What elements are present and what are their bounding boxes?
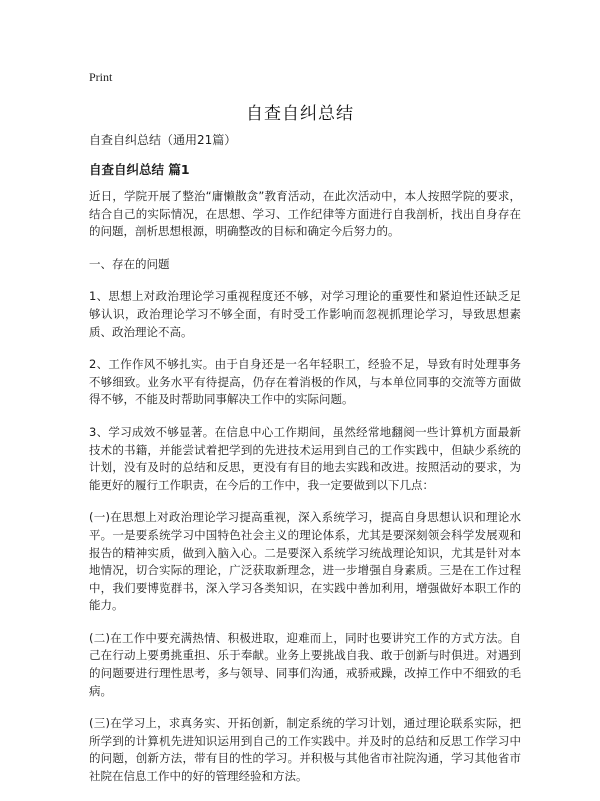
document-subtitle: 自查自纠总结（通用21篇） xyxy=(89,133,237,147)
paragraph-problem-2: 2、工作作风不够扎实。由于自身还是一名年轻职工，经验不足，导致有时处理事务不够细致。业务水平有待提高，仍存在着消极的作风，与本单位同事的交流等方面做得不够，不能及时帮助同事解决工作中的实际问题。 xyxy=(89,357,521,407)
paragraph-measure-3: (三)在学习上，求真务实、开拓创新，制定系统的学习计划，通过理论联系实际，把所学到的计算机先进知识运用到自己的工作实践中。并及时的总结和反思工作学习中的问题，创新方法，带有目的性的学习。并积极与其他省市社院沟通，学习其他省市社院在信息工作中的好的管理经验和方法。 xyxy=(89,716,521,784)
section-heading: 自查自纠总结 篇1 xyxy=(89,162,190,177)
page-title: 自查自纠总结 xyxy=(246,104,354,124)
paragraph-intro: 近日，学院开展了整治“庸懒散贪”教育活动，在此次活动中，本人按照学院的要求，结合自己的实际情况，在思想、学习、工作纪律等方面进行自我剖析，找出自身存在的问题，剖析思想根源，明确整改的目标和确定今后努力的。 xyxy=(89,189,521,239)
print-label: Print xyxy=(89,70,113,84)
document-body xyxy=(89,131,521,801)
paragraph-problem-1: 1、思想上对政治理论学习重视程度还不够，对学习理论的重要性和紧迫性还缺乏足够认识，政治理论学习不够全面，有时受工作影响而忽视抓理论学习，导致思想素质、政治理论不高。 xyxy=(89,289,521,339)
paragraph-measure-2: (二)在工作中要充满热情、积极进取，迎难而上，同时也要讲究工作的方式方法。自己在行动上要勇挑重担、乐于奉献。业务上要挑战自我、敢于创新与时俱进。对遇到的问题要进行理性思考，多与领导、同事们沟通，戒骄戒躁，改掉工作中不细致的毛病。 xyxy=(89,630,521,698)
paragraph-measure-1: (一)在思想上对政治理论学习提高重视，深入系统学习，提高自身思想认识和理论水平。一是要系统学习中国特色社会主义的理论体系，尤其是要深刻领会科学发展观和报告的精神实质，做到入脑入心。二是要深入系统学习统战理论知识，尤其是针对本地情况，切合实际的理论，广泛获取新理念，进一步增强自身素质。三是在工作过程中，我们要博览群书，深入学习各类知识，在实践中善加利用，增强做好本职工作的能力。 xyxy=(89,510,521,613)
paragraph-problems-heading: 一、存在的问题 xyxy=(89,256,170,271)
paragraph-problem-3: 3、学习成效不够显著。在信息中心工作期间，虽然经常地翻阅一些计算机方面最新技术的书籍，并能尝试着把学到的先进技术运用到自己的工作实践中，但缺少系统的计划，没有及时的总结和反思，更没有有目的地去实践和改进。按照活动的要求，为能更好的履行工作职责，在今后的工作中，我一定要做到以下几点： xyxy=(89,424,521,492)
